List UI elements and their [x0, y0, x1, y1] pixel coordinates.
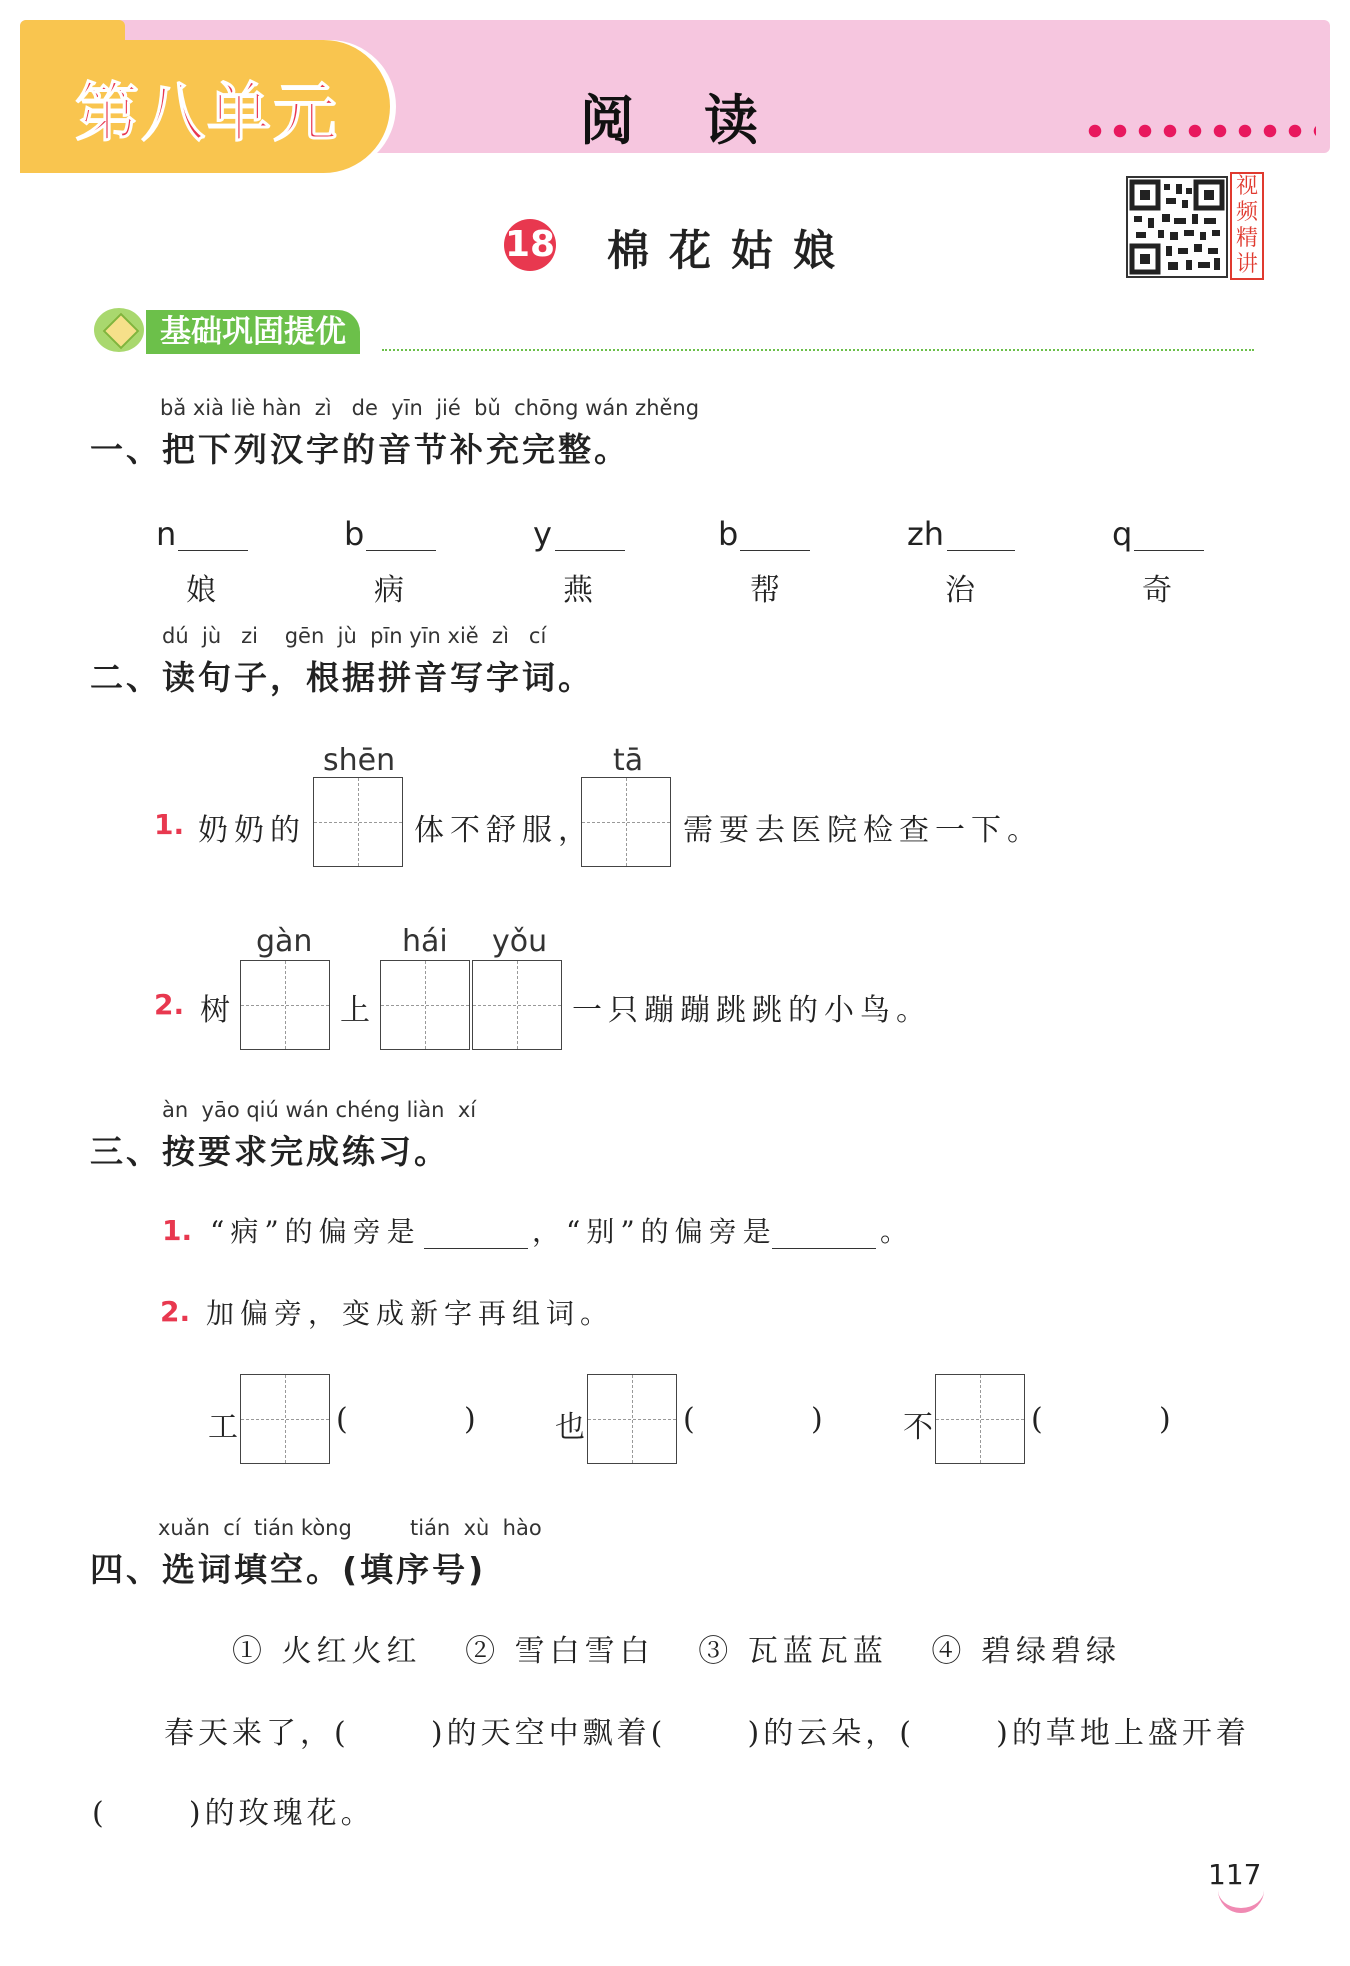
- badge-icon: [94, 308, 144, 352]
- answer-line[interactable]: [178, 550, 248, 551]
- q2-s2-text-pre: 树: [200, 993, 236, 1028]
- q4-title: 四、选词填空。(填序号): [90, 1550, 487, 1589]
- writing-box[interactable]: [935, 1374, 1025, 1464]
- q2-s1-pinyin-1: shēn: [323, 743, 396, 778]
- section-title: 阅读: [580, 88, 828, 152]
- page-number: 117: [1208, 1858, 1262, 1891]
- lesson-title: 棉花姑娘: [607, 226, 856, 275]
- unit-title: 第八单元: [75, 77, 339, 151]
- q2-s1-text-pre: 奶奶的: [198, 813, 306, 848]
- section-badge: 基础巩固提优: [146, 310, 360, 354]
- answer-line[interactable]: [772, 1248, 876, 1249]
- answer-line[interactable]: [1134, 550, 1204, 551]
- q2-s2-text-post: 一只蹦蹦跳跳的小鸟。: [572, 993, 932, 1028]
- decorative-dots: [1088, 124, 1316, 138]
- writing-box[interactable]: [240, 1374, 330, 1464]
- q3-s1-text-a: “病”的偏旁是: [210, 1215, 421, 1248]
- paren-open: (: [683, 1402, 701, 1437]
- writing-box[interactable]: [472, 960, 562, 1050]
- qr-code-icon[interactable]: [1126, 176, 1228, 278]
- q2-s1-text-mid: 体不舒服，: [414, 813, 594, 848]
- q3-s2-number: 2.: [160, 1295, 191, 1328]
- paren-open: (: [1031, 1402, 1049, 1437]
- paren-close: ): [1159, 1402, 1177, 1437]
- page-number-swoosh: [1218, 1888, 1264, 1913]
- q2-s2-pinyin-3: yǒu: [492, 924, 548, 959]
- q3-s1-text-b: ，“别”的偏旁是: [532, 1215, 777, 1248]
- q4-line-2: ( )的玫瑰花。: [92, 1796, 375, 1831]
- writing-box[interactable]: [581, 777, 671, 867]
- answer-line[interactable]: [947, 550, 1015, 551]
- q3-title: 三、按要求完成练习。: [90, 1132, 450, 1171]
- writing-box[interactable]: [240, 960, 330, 1050]
- q4-line-1: 春天来了，( )的天空中飘着( )的云朵，( )的草地上盛开着: [164, 1716, 1250, 1751]
- video-tag: 视频精讲: [1230, 172, 1264, 280]
- radical-char: 工: [208, 1410, 244, 1445]
- badge-dotted-line: [382, 349, 1254, 351]
- writing-box[interactable]: [313, 777, 403, 867]
- q4-pinyin-b: tián xù hào: [410, 1516, 542, 1540]
- q3-s2-text: 加偏旁，变成新字再组词。: [206, 1297, 615, 1330]
- q4-pinyin-a: xuǎn cí tián kòng: [158, 1516, 352, 1540]
- paren-close: ): [811, 1402, 829, 1437]
- q3-s1-number: 1.: [162, 1214, 193, 1247]
- answer-line[interactable]: [424, 1248, 528, 1249]
- paren-open: (: [336, 1402, 354, 1437]
- q2-s2-pinyin-1: gàn: [256, 924, 313, 959]
- answer-line[interactable]: [555, 550, 625, 551]
- lesson-number: 18: [504, 219, 556, 271]
- q1-pinyin: bǎ xià liè hàn zì de yīn jié bǔ chōng wán zhěng: [160, 396, 700, 420]
- answer-line[interactable]: [366, 550, 436, 551]
- q2-title: 二、读句子，根据拼音写字词。: [90, 658, 594, 697]
- q2-s1-pinyin-2: tā: [613, 743, 644, 778]
- q3-s1-text-c: 。: [880, 1215, 915, 1248]
- writing-box[interactable]: [587, 1374, 677, 1464]
- q2-s1-text-post: 需要去医院检查一下。: [683, 813, 1043, 848]
- radical-char: 不: [903, 1410, 939, 1445]
- q2-s2-number: 2.: [154, 988, 185, 1021]
- answer-line[interactable]: [740, 550, 810, 551]
- q4-options: ① 火红火红 ② 雪白雪白 ③ 瓦蓝瓦蓝 ④ 碧绿碧绿: [232, 1634, 1121, 1669]
- paren-close: ): [464, 1402, 482, 1437]
- q2-s2-pinyin-2: hái: [402, 924, 448, 959]
- q1-title: 一、把下列汉字的音节补充完整。: [90, 430, 630, 469]
- radical-char: 也: [555, 1410, 591, 1445]
- q3-pinyin: àn yāo qiú wán chéng liàn xí: [162, 1098, 477, 1122]
- q2-s2-text-mid: 上: [340, 993, 376, 1028]
- writing-box[interactable]: [380, 960, 470, 1050]
- q2-pinyin: dú jù zi gēn jù pīn yīn xiě zì cí: [162, 624, 547, 648]
- q2-s1-number: 1.: [154, 808, 185, 841]
